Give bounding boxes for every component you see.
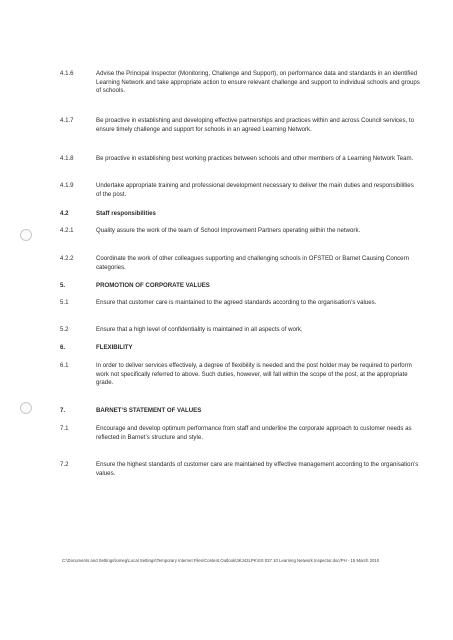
clause-text: Encourage and develop optimum performance from staff and underline the corporate approach to customer needs as reflected in Barnet’s structure and style. — [96, 425, 412, 441]
clause-number: 4.1.7 — [60, 117, 74, 124]
punch-hole-bottom — [20, 402, 32, 414]
clause-text: Be proactive in establishing and developing effective partnerships and practices within and across Council services, to ensure timely challenge and support for schools in an agreed Learning Network. — [96, 117, 414, 133]
section-number: 5. — [60, 282, 66, 289]
clause-number: 4.2.1 — [60, 227, 74, 234]
clause-number: 5.1 — [60, 299, 69, 306]
document-footer-path: C:\Documents and Settings\lomeg\Local Settings\Temporary Internet Files\Content.Outlook\3KJ42LPK\SS 037 10 Learning Network Inspector.doc/PH - 15 March 2010 — [62, 558, 380, 563]
clause-text: Coordinate the work of other colleagues supporting and challenging schools in OFSTED or Barnet Causing Concern categories. — [96, 255, 409, 271]
clause-text: Ensure that customer care is maintained to the agreed standards according to the organisation’s values. — [96, 299, 377, 306]
clause-number: 4.1.9 — [60, 182, 74, 189]
clause-text: Undertake appropriate training and professional development necessary to deliver the main duties and responsibilities of the post. — [96, 182, 414, 198]
punch-hole-top — [20, 229, 32, 241]
clause-number: 5.2 — [60, 326, 69, 333]
clause-text: Be proactive in establishing best working practices between schools and other members of a Learning Network Team. — [96, 155, 414, 162]
section-title: BARNET’S STATEMENT OF VALUES — [96, 407, 202, 414]
section-title: PROMOTION OF CORPORATE VALUES — [96, 282, 210, 289]
section-title: Staff responsibilities — [96, 210, 156, 217]
clause-number: 4.1.8 — [60, 155, 74, 162]
clause-number: 4.1.6 — [60, 70, 74, 77]
clause-number: 4.2.2 — [60, 255, 74, 262]
section-title: FLEXIBILITY — [96, 344, 133, 351]
clause-text: Ensure the highest standards of customer care are maintained by effective management according to the organisation’s values. — [96, 461, 419, 477]
section-number: 4.2 — [60, 210, 69, 217]
clause-text: Ensure that a high level of confidentiality is maintained in all aspects of work. — [96, 326, 303, 333]
clause-number: 7.2 — [60, 461, 69, 468]
section-number: 7. — [60, 407, 66, 414]
clause-number: 7.1 — [60, 425, 69, 432]
clause-number: 6.1 — [60, 362, 69, 369]
clause-text: In order to deliver services effectively, a degree of flexibility is needed and the post holder may be required to perform work not specifically referred to above. Such duties, however, will fall within the scope of the post, at the appropriate grade. — [96, 362, 412, 387]
clause-text: Quality assure the work of the team of School Improvement Partners operating within the network. — [96, 227, 361, 234]
clause-text: Advise the Principal Inspector (Monitoring, Challenge and Support), on performance data and standards in an identified Learning Network and take appropriate action to ensure relevant challenge and support to individual schools and groups of schools. — [96, 70, 420, 95]
section-number: 6. — [60, 344, 66, 351]
